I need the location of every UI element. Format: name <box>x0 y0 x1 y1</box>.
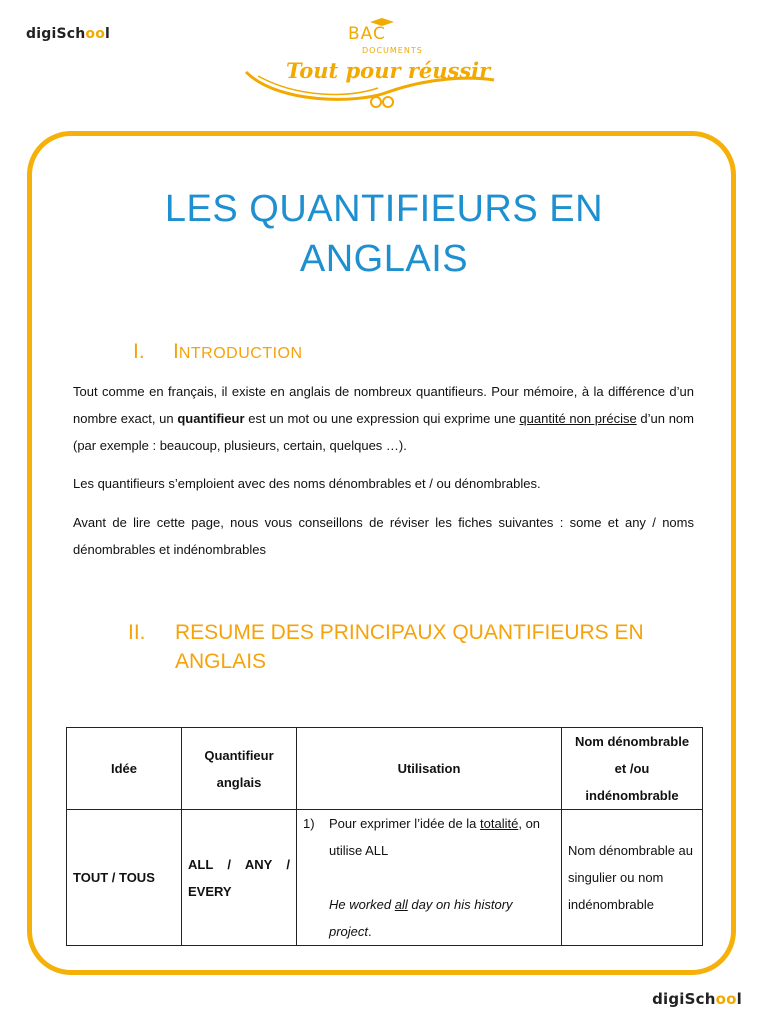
page-title: LES QUANTIFIEURS EN ANGLAIS <box>164 188 604 280</box>
cell-utilisation <box>297 810 562 946</box>
header-utilisation: Utilisation <box>297 728 562 810</box>
brand-logo-top: digiSchool <box>26 26 111 42</box>
intro-paragraph-3: Avant de lire cette page, nous vous conseillons de réviser les fiches suivantes : some et any / noms dénombrables et indénombrables <box>73 515 694 557</box>
list-item: 1) Pour exprimer l’idée de la totalité, on utilise ALL <box>303 816 541 858</box>
cell-nom: Nom dénombrable au singulier ou nom indénombrable <box>562 810 703 946</box>
cell-quantifieur: ALL / ANY / EVERY <box>182 810 297 946</box>
logo-documents: DOCUMENTS <box>362 46 423 55</box>
quantifiers-table <box>66 727 703 946</box>
intro-paragraph-1: Tout comme en français, il existe en anglais de nombreux quantifieurs. Pour mémoire, à la différence d’un nombre exact, un quantifieur est un mot ou une expression qui exprime une quantité non précise d’un nom (par exemple : beaucoup, plusieurs, certain, quelques …). <box>73 384 694 453</box>
header-nom: Nom dénombrable et /ou indénombrable <box>562 728 703 810</box>
bac-documents-logo <box>238 14 500 114</box>
header-idee: Idée <box>67 728 182 810</box>
section-heading-introduction: I. INTRODUCTION <box>133 340 303 363</box>
header-quantifieur: Quantifieur anglais <box>182 728 297 810</box>
intro-paragraph-2: Les quantifieurs s’emploient avec des noms dénombrables et / ou dénombrables. <box>73 476 541 491</box>
logo-tagline: Tout pour réussir <box>286 58 491 83</box>
table-row <box>67 810 703 946</box>
logo-bac: BAC <box>348 24 386 44</box>
cell-idee: TOUT / TOUS <box>67 810 182 946</box>
section-heading-resume: II. RESUME DES PRINCIPAUX QUANTIFIEURS EN ANGLAIS <box>128 621 644 673</box>
brand-logo-bottom: digiSchool <box>652 990 742 1008</box>
example-sentence: He worked all day on his history project. <box>329 897 513 939</box>
table-header-row <box>67 728 703 810</box>
